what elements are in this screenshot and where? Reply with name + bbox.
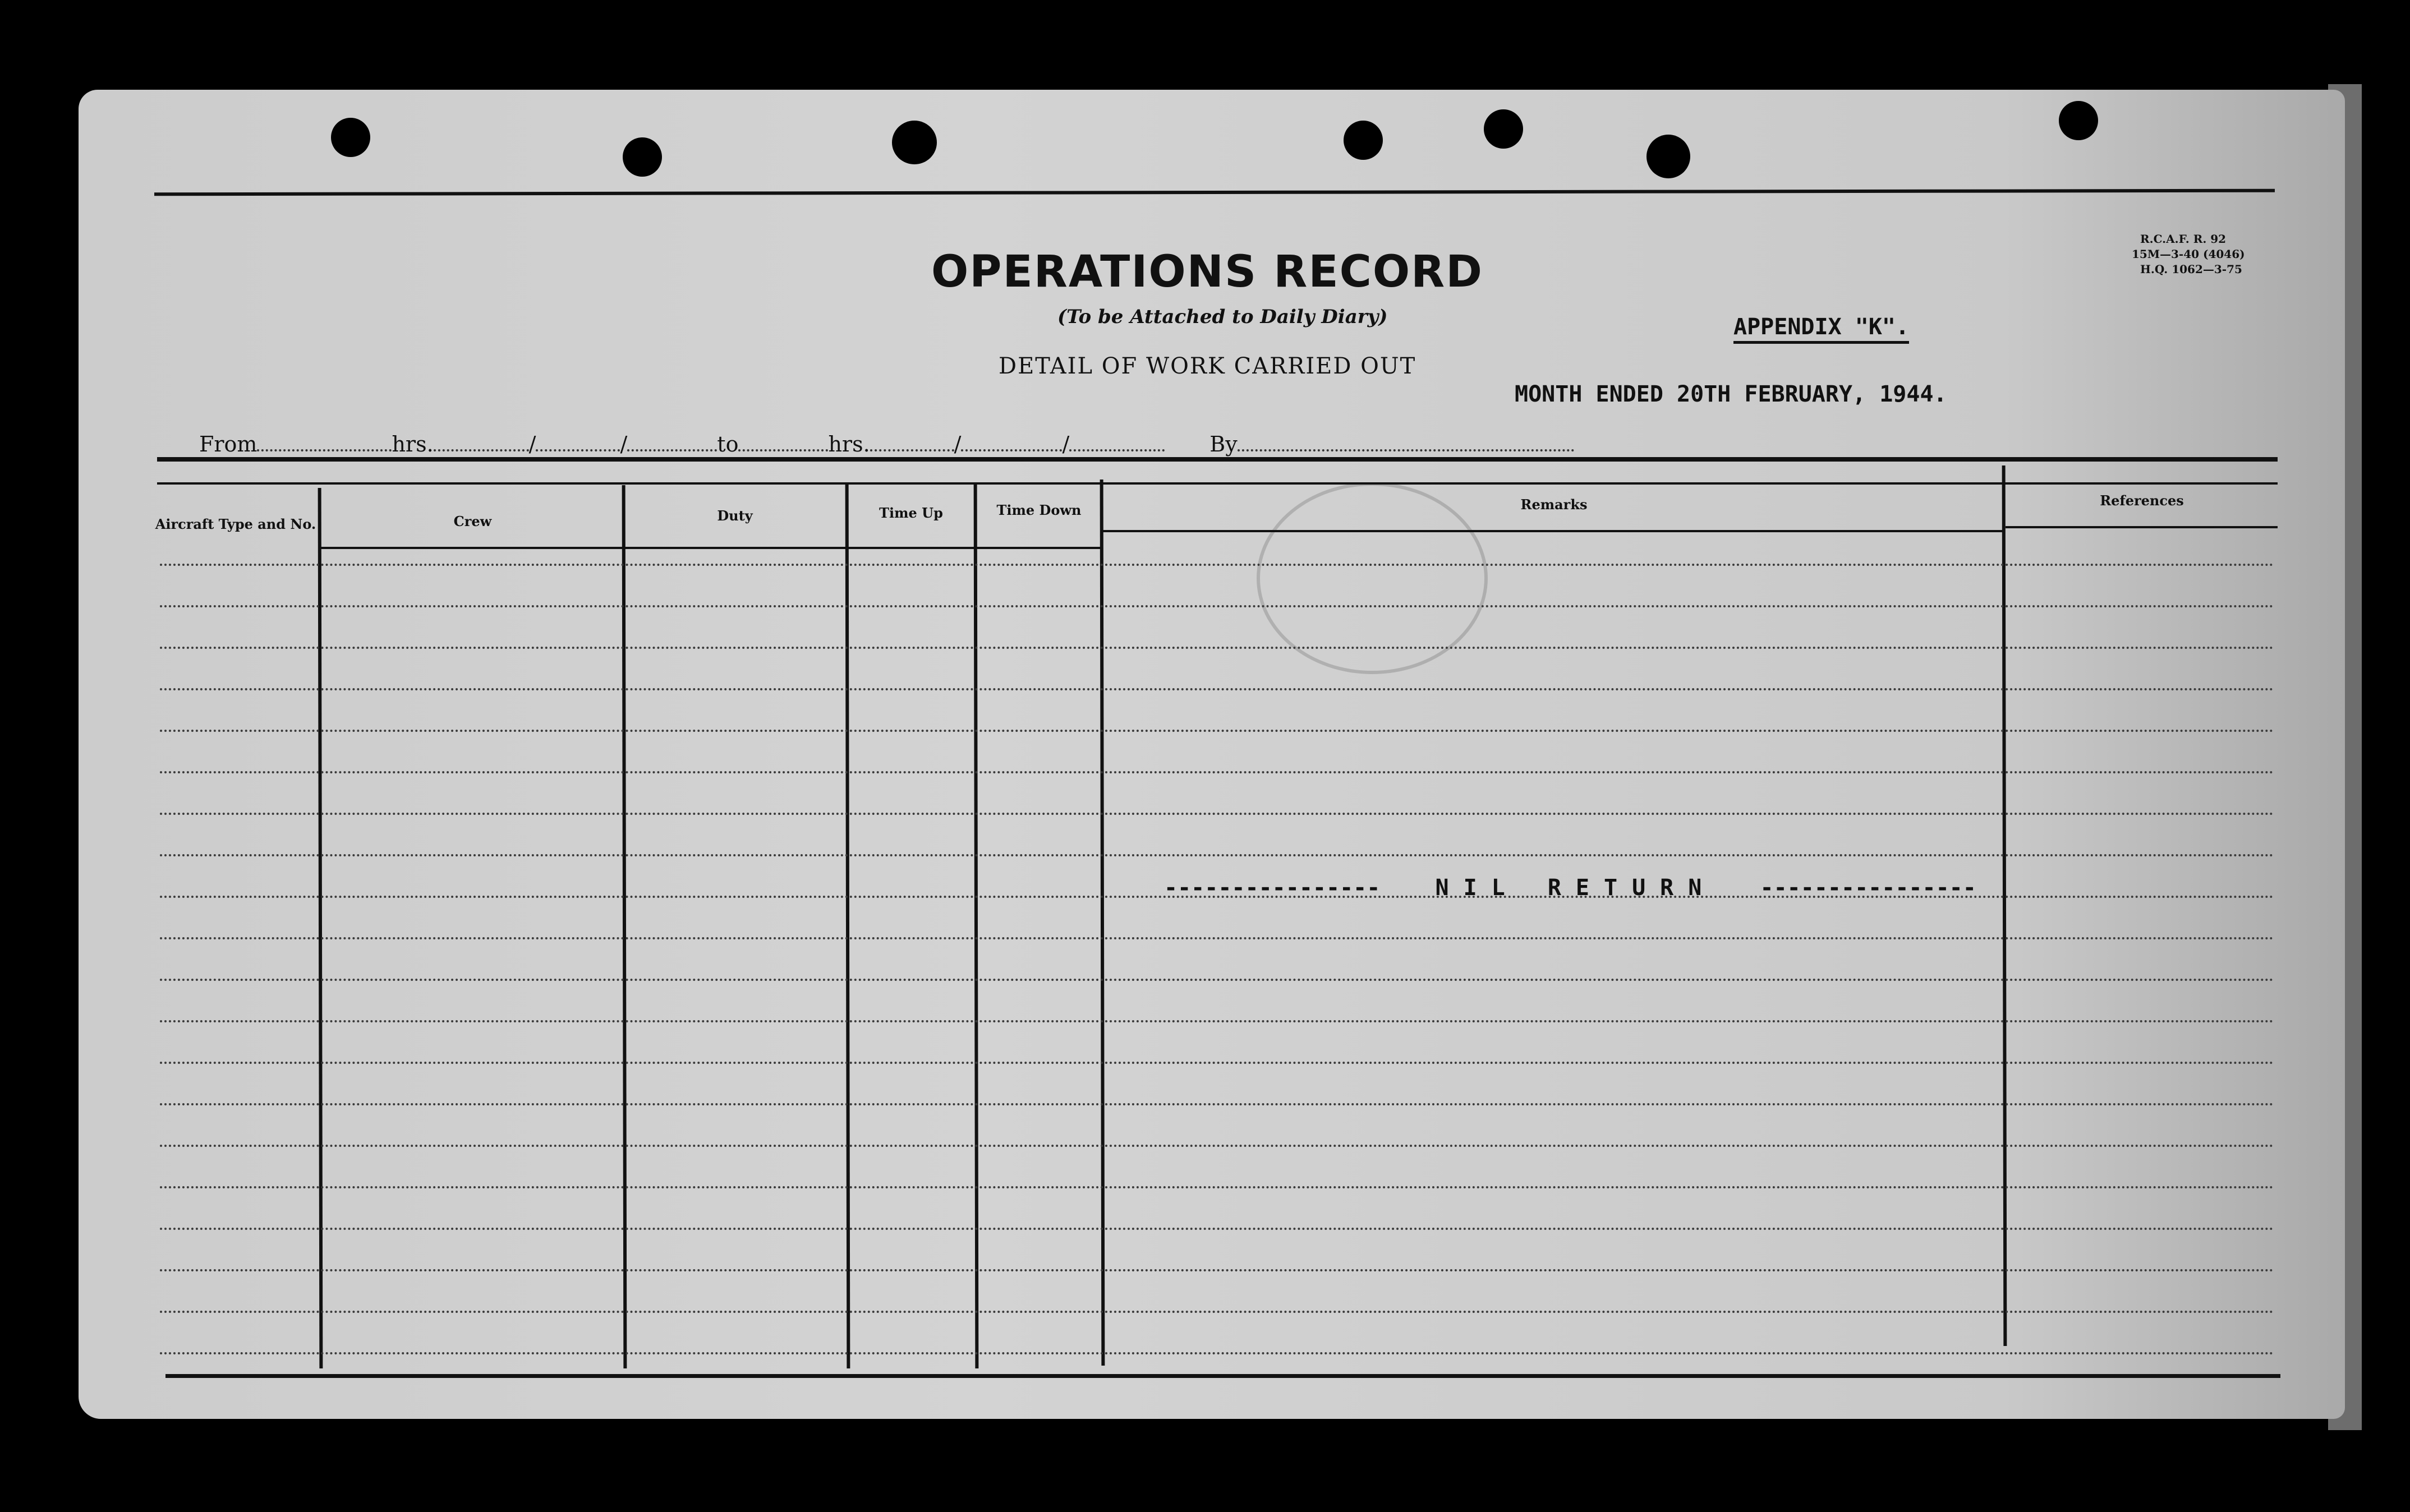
ruled-line [160,605,2275,607]
form-detail: DETAIL OF WORK CARRIED OUT [999,353,1416,379]
ruled-line [160,771,2275,773]
punch-hole [331,118,370,157]
to-label: to [717,432,739,457]
col-header-crew: Crew [453,513,492,529]
dash-right: ---------------- [1760,875,1976,901]
punch-hole [1646,135,1690,178]
form-ref-3: H.Q. 1062—3-75 [2140,262,2242,276]
nil-return-text: NIL RETURN [1435,875,1717,901]
col-header-duty: Duty [717,508,753,524]
ruled-line [160,1145,2275,1147]
remarks-entry-row [1164,875,1976,901]
ruled-line [160,937,2275,939]
by-label: By [1209,432,1238,457]
col-header-references: References [2100,492,2184,509]
col-head-rule [320,547,1102,549]
ruled-line [160,564,2275,566]
table-header-rule [157,482,2278,485]
punch-hole [2059,101,2098,140]
ruled-line [160,854,2275,856]
ruled-line [160,1062,2275,1064]
ruled-line [160,647,2275,649]
ruled-line [160,1352,2275,1354]
col-header-time-down: Time Down [996,502,1082,518]
form-title: OPERATIONS RECORD [931,247,1483,297]
ruled-line [160,1186,2275,1188]
ruled-line [160,979,2275,981]
hrs-label: hrs. [392,432,434,457]
col-header-remarks: Remarks [1520,496,1588,513]
ruled-line [160,1311,2275,1313]
header-fields: From hrs. / / to hrs. / / By [199,432,1574,457]
punch-hole [1344,121,1383,160]
from-label: From [199,432,257,457]
month-ended: MONTH ENDED 20TH FEBRUARY, 1944. [1515,381,1947,407]
ruled-line [160,813,2275,815]
ruled-line [160,1269,2275,1271]
table-bottom-rule [165,1374,2280,1378]
col-header-time-up: Time Up [879,505,943,521]
form-subtitle: (To be Attached to Daily Diary) [1057,306,1388,328]
ruled-line [160,1020,2275,1022]
form-ref-1: R.C.A.F. R. 92 [2140,232,2227,246]
punch-hole [1484,109,1523,149]
ruled-line [160,730,2275,732]
form-ref-2: 15M—3-40 (4046) [2132,247,2245,261]
ruled-line [160,688,2275,690]
ruled-line [160,1228,2275,1230]
dash-left: ---------------- [1164,875,1381,901]
table-top-rule [157,457,2278,462]
punch-hole [623,137,662,177]
punch-hole [892,121,937,164]
col-head-rule [2006,526,2278,528]
hrs-label-2: hrs. [828,432,870,457]
appendix-label: APPENDIX "K". [1733,314,1909,344]
ruled-line [160,1103,2275,1105]
col-head-rule [1102,530,2004,532]
col-header-aircraft: Aircraft Type and No. [155,516,316,532]
